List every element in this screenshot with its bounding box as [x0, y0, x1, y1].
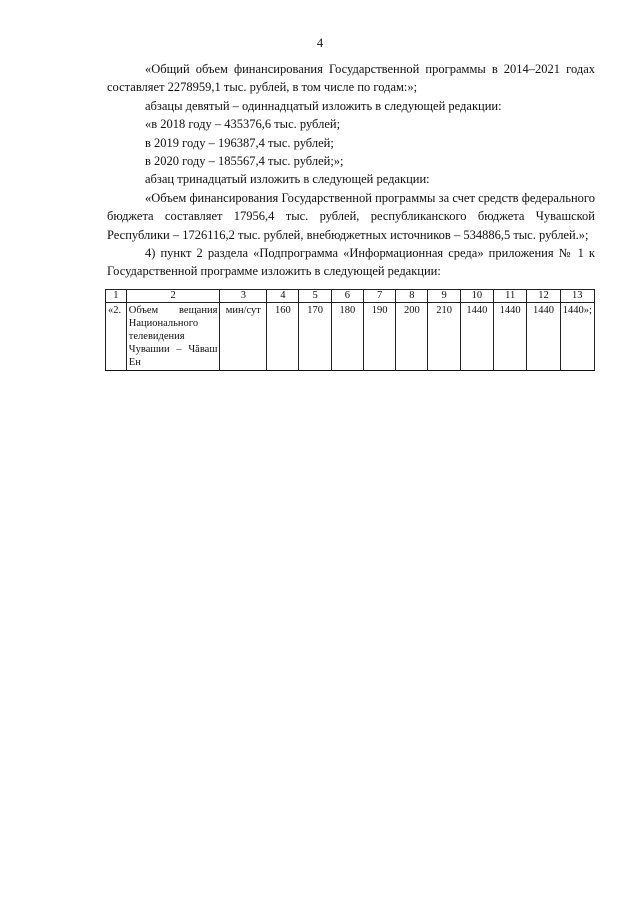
- table-row: [106, 303, 595, 371]
- value-cell: 180: [331, 303, 363, 371]
- table-header-cell: 2: [126, 290, 220, 303]
- paragraph-year-2020: в 2020 году – 185567,4 тыс. рублей;»;: [145, 154, 344, 169]
- body-text: [107, 60, 595, 281]
- paragraph-year-2019: в 2019 году – 196387,4 тыс. рублей;: [145, 135, 334, 150]
- value-cell: 160: [267, 303, 299, 371]
- table-header-cell: 9: [428, 290, 460, 303]
- paragraph-amend-9-11: абзацы девятый – одиннадцатый изложить в следующей редакции:: [145, 98, 502, 113]
- value-cell: 1440: [527, 303, 560, 371]
- table-header-cell: 7: [363, 290, 395, 303]
- unit-cell: мин/сут: [220, 303, 267, 371]
- paragraph-item-4: 4) пункт 2 раздела «Подпрограмма «Информационная среда» приложения № 1 к Государственной программе изложить в следующей редакции:: [107, 246, 595, 279]
- table-header-row: [106, 290, 595, 303]
- table-header-cell: 5: [299, 290, 331, 303]
- table-header-cell: 10: [460, 290, 493, 303]
- paragraph-budget-sources: «Объем финансирования Государственной программы за счет средств федерального бюджета составляет 17956,4 тыс. рублей, республиканского бюджета Чувашской Республики – 1726116,2 тыс. рублей, внебюджетных источников – 534886,5 тыс. рублей.»;: [107, 190, 595, 242]
- table-header-cell: 12: [527, 290, 560, 303]
- indicator-table: [105, 289, 595, 371]
- value-cell: 170: [299, 303, 331, 371]
- value-cell: 1440: [460, 303, 493, 371]
- paragraph-year-2018: «в 2018 году – 435376,6 тыс. рублей;: [145, 117, 341, 132]
- row-number: «2.: [106, 303, 127, 371]
- paragraph-amend-13: абзац тринадцатый изложить в следующей редакции:: [145, 172, 430, 187]
- table-header-cell: 8: [396, 290, 428, 303]
- table-header-cell: 11: [494, 290, 527, 303]
- value-cell: 210: [428, 303, 460, 371]
- table-header-cell: 3: [220, 290, 267, 303]
- value-cell: 200: [396, 303, 428, 371]
- value-cell: 1440»;: [560, 303, 594, 371]
- table-header-cell: 13: [560, 290, 594, 303]
- indicator-name: Объем вещания Национального телевидения Чувашии – Чăваш Ен: [126, 303, 220, 371]
- table-header-cell: 1: [106, 290, 127, 303]
- value-cell: 190: [363, 303, 395, 371]
- page-number: 4: [316, 36, 324, 50]
- table-header-cell: 6: [331, 290, 363, 303]
- paragraph-total-financing: «Общий объем финансирования Государственной программы в 2014–2021 годах составляет 2278959,1 тыс. рублей, в том числе по годам:»;: [107, 62, 595, 95]
- table-header-cell: 4: [267, 290, 299, 303]
- value-cell: 1440: [494, 303, 527, 371]
